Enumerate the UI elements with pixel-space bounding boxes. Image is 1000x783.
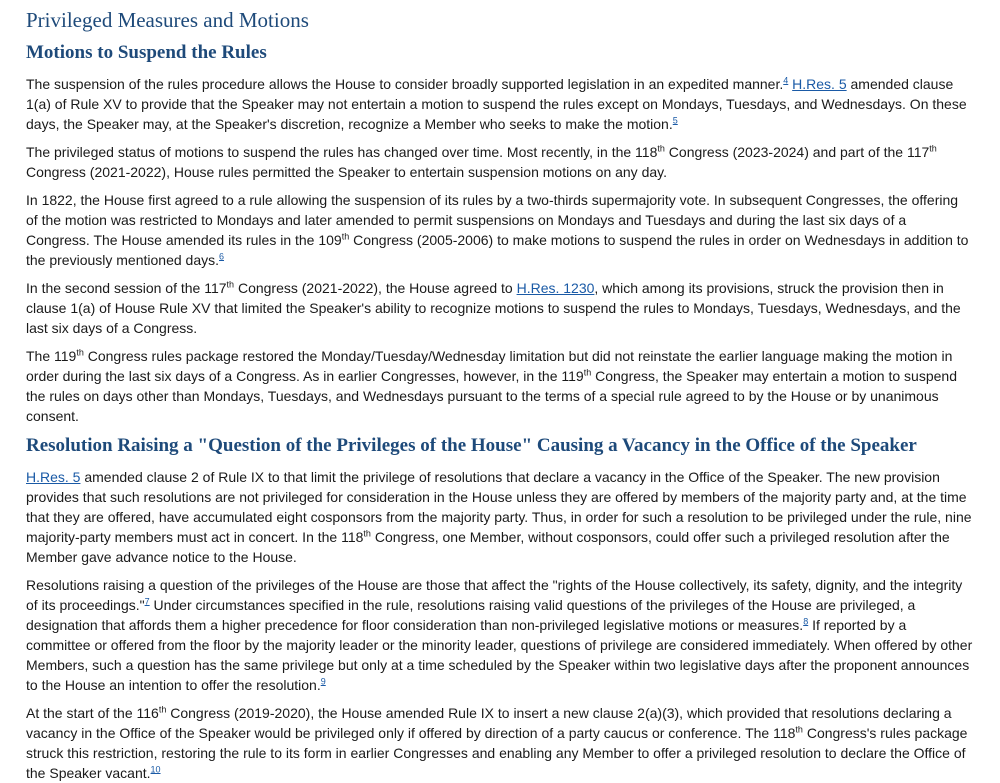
text-run: Congress's rules package struck this restriction, restoring the rule to its form in earlier Congresses and enabling any Member to offer a privileged resolution to declare the Office of the Speaker vacant. bbox=[26, 724, 968, 781]
ordinal-suffix: th bbox=[76, 347, 84, 358]
text-run: Congress rules package restored the Monday/Tuesday/Wednesday limitation but did not reinstate the earlier language making the motion in order during the last six days of a Congress. As in earlier Congresses, however, in the 119 bbox=[26, 347, 953, 384]
text-run: The suspension of the rules procedure allows the House to consider broadly supported legislation in an expedited manner. bbox=[26, 75, 784, 92]
ordinal-suffix: th bbox=[158, 704, 167, 715]
ordinal-suffix: th bbox=[795, 724, 803, 735]
text-run: Congress (2021-2022), House rules permitted the Speaker to entertain suspension motions on any day. bbox=[26, 163, 667, 180]
text-run: At the start of the 116 bbox=[26, 704, 159, 721]
text-run: The 119 bbox=[26, 347, 77, 364]
paragraph-vacancy-3 bbox=[26, 703, 973, 783]
footnote-link-7[interactable]: 7 bbox=[144, 596, 150, 607]
text-run: In the second session of the 117 bbox=[26, 279, 227, 296]
text-run: amended clause 1(a) of Rule XV to provide that the Speaker may not entertain a motion to suspend the rules except on Mondays, Tuesdays, and Wednesdays. On these days, the Speaker may, at the Speaker's discretion, recognize a Member who seeks to make the motion. bbox=[26, 75, 967, 132]
paragraph-suspend-4 bbox=[26, 278, 973, 338]
paragraph-vacancy-1 bbox=[26, 467, 973, 567]
footnote-link-10[interactable]: 10 bbox=[150, 764, 161, 775]
text-run: Congress (2021-2022), the House agreed to bbox=[234, 279, 517, 296]
heading-suspend-rules: Motions to Suspend the Rules bbox=[26, 42, 267, 64]
text-run: amended clause 2 of Rule IX to that limit the privilege of resolutions that declare a vacancy in the Office of the Speaker. The new provision provides that such resolutions are not privileged for consideration in the House unless they are offered by members of the majority party and, at the time that they are offered, have accumulated eight cosponsors from the majority party. Thus, in order for such a resolution to be privileged under the rule, nine majority-party members must act in concert. In the 118 bbox=[26, 468, 972, 545]
heading-vacancy-resolution: Resolution Raising a "Question of the Privileges of the House" Causing a Vacancy in the Office of the Speaker bbox=[26, 434, 917, 456]
ordinal-suffix: th bbox=[929, 143, 937, 154]
text-run: The privileged status of motions to suspend the rules has changed over time. Most recently, in the 118 bbox=[26, 143, 658, 160]
ordinal-suffix: th bbox=[363, 528, 371, 539]
paragraph-vacancy-2 bbox=[26, 575, 973, 695]
paragraph-suspend-3 bbox=[26, 190, 973, 270]
footnote-link-9[interactable]: 9 bbox=[320, 676, 326, 687]
ordinal-suffix: th bbox=[583, 367, 592, 378]
hres-5-link[interactable]: H.Res. 5 bbox=[26, 468, 81, 485]
text-run: If reported by a committee or offered from the floor by the majority leader or the minority leader, questions of privilege are considered immediately. When offered by other Members, such a question has the same privilege but only at a time scheduled by the Speaker within two legislative days after the proponent announces to the House an intention to offer the resolution. bbox=[26, 616, 973, 693]
text-run: , which among its provisions, struck the provision then in clause 1(a) of House Rule XV that limited the Speaker's ability to recognize motions to suspend the rules to Mondays, Tuesdays, Wednesdays, and the last six days of a Congress. bbox=[26, 279, 961, 336]
ordinal-suffix: th bbox=[226, 279, 235, 290]
footnote-link-4[interactable]: 4 bbox=[783, 75, 789, 86]
text-run: Congress, the Speaker may entertain a motion to suspend the rules on days other than Mondays, Tuesdays, and Wednesdays pursuant to the terms of a special rule agreed to by the House or by unanimous consent. bbox=[26, 367, 957, 424]
text-run: Resolutions raising a question of the privileges of the House are those that affect the "rights of the House collectively, its safety, dignity, and the integrity of its proceedings." bbox=[26, 576, 963, 613]
text-run: Congress (2005-2006) to make motions to suspend the rules in order on Wednesdays in addition to the previously mentioned days. bbox=[26, 231, 969, 268]
footnote-link-8[interactable]: 8 bbox=[803, 616, 809, 627]
footnote-link-5[interactable]: 5 bbox=[672, 115, 678, 126]
hres-1230-link[interactable]: H.Res. 1230 bbox=[516, 279, 595, 296]
paragraph-suspend-1 bbox=[26, 74, 973, 134]
text-run: Under circumstances specified in the rule, resolutions raising valid questions of the privileges of the House are privileged, a designation that affords them a higher precedence for floor consideration than non-privileged legislative motions or measures. bbox=[26, 596, 916, 633]
text-run: In 1822, the House first agreed to a rule allowing the suspension of its rules by a two-thirds supermajority vote. In subsequent Congresses, the offering of the motion was restricted to Mondays and later amended to permit suspensions on Mondays and Tuesdays and during the last six days of a Congress. The House amended its rules in the 109 bbox=[26, 191, 959, 248]
text-run: Congress (2019-2020), the House amended Rule IX to insert a new clause 2(a)(3), which provided that resolutions declaring a vacancy in the Office of the Speaker would be privileged only if offered by direction of a party caucus or conference. The 118 bbox=[26, 704, 952, 741]
section-title: Privileged Measures and Motions bbox=[26, 8, 309, 32]
hres-5-link[interactable]: H.Res. 5 bbox=[792, 75, 847, 92]
footnote-link-6[interactable]: 6 bbox=[219, 251, 225, 262]
text-run: Congress (2023-2024) and part of the 117 bbox=[664, 143, 930, 160]
text-run: Congress, one Member, without cosponsors, could offer such a privileged resolution after the Member gave advance notice to the House. bbox=[26, 528, 950, 565]
ordinal-suffix: th bbox=[657, 143, 665, 154]
paragraph-suspend-2 bbox=[26, 142, 973, 182]
paragraph-suspend-5 bbox=[26, 346, 973, 426]
ordinal-suffix: th bbox=[341, 231, 350, 242]
